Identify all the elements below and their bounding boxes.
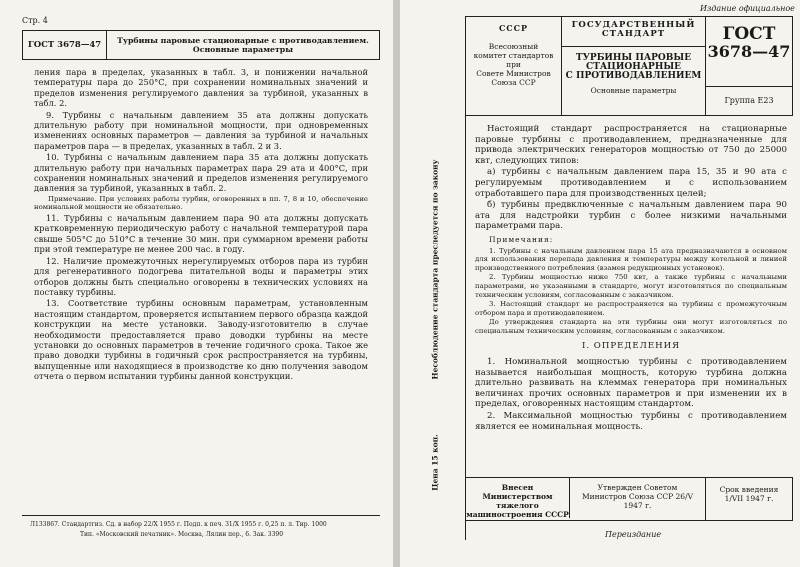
introduced-by: Внесен Министерством тяжелого машиностроения СССР [466,478,570,518]
page-number: Стр. 4 [22,16,48,25]
page-gutter [393,0,400,567]
right-footer-table [465,477,793,521]
state-standard-2: СТАНДАРТ [601,29,666,39]
note-3: 3. Настоящий стандарт не распространяется на турбины с промежуточным отбором пара и противодавлением. [475,300,787,317]
left-header-frame [22,30,380,60]
ussr-column [466,17,562,115]
right-body [475,124,787,433]
left-header-code: ГОСТ 3678—47 [23,31,107,59]
note-4: До утверждения стандарта на эти турбины они могут изготовляться по специальным техническим условиям, согласованным с заказчиком. [475,318,787,335]
committee-5: Союза ССР [491,78,536,87]
left-header-title-1: Турбины паровые стационарные с противодавлением. [117,36,369,45]
price-label: Цена 15 коп. [430,434,440,491]
note-1: 1. Турбины с начальным давлением пара 15 ата предназначаются в основном для использования перепада давления и температуры между котельной и линией производственного потребления (взамен редукционных установок). [475,246,787,272]
left-header-title-2: Основные параметры [192,45,294,54]
state-standard-1: ГОСУДАРСТВЕННЫЙ [571,20,696,30]
title-line-3: С ПРОТИВОДАВЛЕНИЕМ [565,71,702,81]
title-cell [562,47,706,115]
note-2: 2. Турбины мощностью ниже 750 квт, а также турбины с начальными параметрами, не указанными в стандарте, могут изготовляться по специальным техническим условиям, согласованным с заказчиком. [475,273,787,299]
notes-heading: Примечания: [489,234,554,244]
type-b: б) турбины предвключенные с начальным давлением пара 90 ата для надстройки турбин с более низкими начальными параметрами пара. [475,200,787,232]
left-body [34,67,368,383]
section-title: I. ОПРЕДЕЛЕНИЯ [581,341,681,352]
edition-label: Издание официальное [700,4,795,13]
type-a: а) турбины с начальным давлением пара 15, 35 и 90 ата с регулируемым противодавлением и с использованием отработавшего пара для производственных целей; [475,167,787,199]
committee-4: Совете Министров [476,69,551,78]
group-cell: Группа Е23 [724,96,774,105]
right-page [400,0,800,567]
committee-1: Всесоюзный [488,42,539,51]
left-paragraph-9: 9. Турбины с начальным давлением 35 ата должны допускать длительную работу при номинальной мощности, при одновременных изменениях основных параметров — давления за турбиной и начальных параметров пара — в пределах, указанных в табл. 2 и 3. [34,109,368,151]
reprint-label: Переиздание [605,530,662,539]
state-standard-cell [562,17,706,47]
gost-number: 3678—47 [707,42,791,61]
left-paragraph-12: 12. Наличие промежуточных нерегулируемых отборов пара из турбин для регенеративного подогрева питательной воды и параметры этих отборов должны быть специально оговорены в технических условиях на поставку турбины. [34,255,368,297]
gost-label: ГОСТ [722,24,776,44]
approved-by: Утвержден Советом Министров Союза ССР 26/V 1947 г. [570,478,706,520]
title-line-1: ТУРБИНЫ ПАРОВЫЕ [575,53,692,63]
definition-1: 1. Номинальной мощностью турбины с противодавлением называется наибольшая мощность, которую турбина должна длительно развивать на клеммах генератора при номинальных величинах прочих основных параметров и при изменении их в пределах, оговоренных настоящим стандартом. [475,357,787,410]
left-footer-imprint: Л133867. Стандартгиз. Сд. в набор 22/X 1955 г. Подп. к печ. 31/X 1955 г. 0,25 п. л. Тир. 1000 [30,521,327,528]
right-header-frame [465,16,793,116]
left-paragraph-11: 11. Турбины с начальным давлением пара 90 ата должны допускать кратковременную периодическую работу с начальной температурой пара свыше 505°С до 510°С в течение 30 мин. при суммарном времени работы при этой температуре не менее 200 час. в году. [34,213,368,255]
ussr-label: СССР [498,23,529,33]
side-law-notice: Несоблюдение стандарта преследуется по закону [430,159,440,380]
subtitle: Основные параметры [590,86,677,95]
effective-date: Срок введения 1/VII 1947 г. [719,485,779,503]
left-paragraph-continued: ления пара в пределах, указанных в табл. 3, и понижении начальной температуры пара до 250°С, при сохранении номинальных значений и пределов изменения регулируемого давления за турбиной, указанных в табл. 2. [34,67,368,109]
left-paragraph-10: 10. Турбины с начальным давлением пара 35 ата должны допускать длительную работу при начальных параметрах пара 29 ата и 400°С, при сохранении номинальных значений и пределов изменения регулируемого давления за турбиной, указанных в табл. 2. [34,152,368,194]
gost-cell [706,17,792,87]
left-paragraph-13: 13. Соответствие турбины основным параметрам, установленным настоящим стандартом, проверяется испытанием первого образца каждой конструкции на месте установки. Заводу-изготовителю в случае необходимости предоставляется право доводки турбины на месте установки до основных параметров в течение годичного срока. Такое же право доводки турбины в годичный срок распространяется на турбины, выпущенные или находящиеся в производстве ко дню получения заводом отчета о первом испытании турбины данной конструкции. [34,298,368,382]
left-page [0,0,393,567]
left-footer-rule [22,515,380,516]
left-footer-printer: Тип. «Московский печатник». Москва, Лялин пер., 6. Зак. 3390 [80,531,284,538]
title-line-2: СТАЦИОНАРНЫЕ [585,62,681,72]
definition-2: 2. Максимальной мощностью турбины с противодавлением является ее номинальная мощность. [475,411,787,432]
committee-2: комитет стандартов [473,51,554,60]
committee-3: при [506,60,521,69]
intro-paragraph: Настоящий стандарт распространяется на стационарные паровые турбины с противодавлением, предназначенные для привода электрических генераторов мощностью от 750 до 25000 квт, следующих типов: [475,124,787,166]
left-note: Примечание. При условиях работы турбин, оговоренных в пп. 7, 8 и 10, обеспечение номинальной мощности не обязательно. [34,194,368,212]
